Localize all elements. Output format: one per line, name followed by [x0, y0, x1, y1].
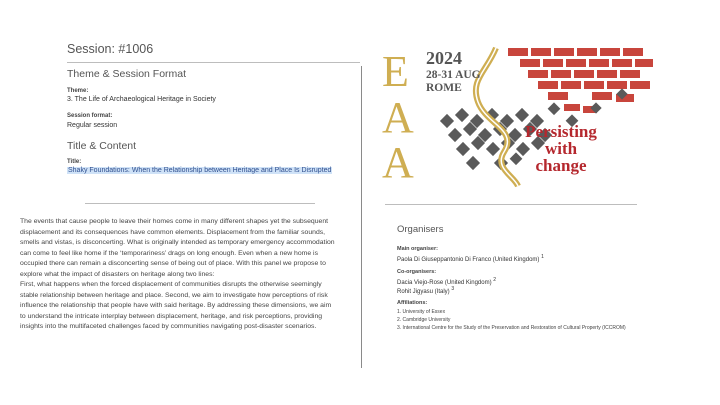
abstract-line: displacement and its consequences have common elements. Displacement from the familiar sounds,	[20, 228, 326, 236]
affiliation-ref: 1	[541, 254, 544, 260]
abstract-line: can come to feel like home if the ‘temporariness’ drags on long enough. Even when a new home is	[20, 249, 319, 257]
affiliations-label: Affiliations:	[397, 300, 428, 306]
affiliation-ref: 2	[493, 277, 497, 283]
affiliation-item: 1. University of Essex	[397, 309, 446, 315]
theme-label: Theme:	[67, 88, 89, 94]
abstract-line: The events that cause people to leave their homes come in many different shapes yet the subsequent	[20, 218, 329, 225]
abstract-line: to understand the intricate interplay between displacement, heritage, and risk perceptions, providing	[20, 312, 323, 320]
abstract-line: stable relationship between heritage and place. Second, we aim to investigate how perceptions of risk	[20, 291, 328, 299]
theme-value: 3. The Life of Archaeological Heritage in Society	[67, 96, 216, 103]
logo-tagline-line: Persisting	[525, 122, 597, 141]
logo-dates: 28-31 AUG	[426, 69, 481, 81]
abstract-line: occupied there can remain a disconcerting sense of being out of place. With this panel we propose to	[20, 260, 326, 267]
brick-wall	[508, 48, 653, 113]
co-organiser	[397, 277, 496, 286]
divider	[67, 62, 360, 63]
divider	[85, 203, 315, 204]
session-number: Session: #1006	[67, 42, 154, 56]
main-organiser-name: Paola Di Giuseppantonio Di Franco (United Kingdom)	[397, 257, 540, 263]
co-organiser-name: Dacia Viejo-Rose (United Kingdom)	[397, 280, 492, 286]
logo-letter-a: A	[382, 138, 414, 187]
affiliation-item: 2. Cambridge University	[397, 317, 451, 323]
format-value: Regular session	[67, 122, 118, 129]
abstract-paragraph	[20, 217, 338, 333]
title-value	[67, 167, 332, 174]
affiliation-ref: 3	[451, 286, 455, 292]
abstract-line: influence the relationship that people have with said heritage. By addressing these dimensions, we aim	[20, 302, 332, 309]
main-organiser	[397, 254, 544, 263]
abstract-line: First, what happens when the forced displacement of communities disrupts the otherwise seemingly	[20, 281, 322, 288]
divider	[385, 204, 637, 205]
co-organiser	[397, 286, 454, 295]
affiliation-item: 3. International Centre for the Study of the Preservation and Restoration of Cultural Property (ICCROM)	[397, 325, 626, 331]
title-highlight: Shaky Foundations: When the Relationship between Heritage and Place Is Disrupted	[68, 167, 332, 174]
theme-section-heading: Theme & Session Format	[67, 68, 187, 80]
logo-city: ROME	[426, 82, 462, 94]
abstract-line: insights into the multifaceted challenges faced by communities navigating post-disaster scenarios.	[20, 323, 317, 330]
abstract-line: smells and vistas, is disconcerting. What is originally intended as temporary emergency accommodation	[20, 239, 335, 246]
co-organisers-label: Co-organisers:	[397, 269, 437, 275]
co-organiser-name: Rohit Jigyasu (Italy)	[397, 289, 450, 295]
logo-letter-a: A	[382, 93, 414, 142]
logo-tagline-line: with	[544, 139, 578, 158]
logo-letter-e: E	[382, 47, 409, 96]
format-label: Session format:	[67, 113, 113, 119]
title-label: Title:	[67, 159, 82, 165]
main-organiser-label: Main organiser:	[397, 246, 438, 252]
title-section-heading: Title & Content	[67, 140, 137, 152]
eaa-logo	[378, 44, 658, 189]
organisers-heading: Organisers	[397, 224, 444, 235]
abstract-line: explore what the impact of disasters on heritage along two lines:	[20, 270, 215, 278]
vertical-divider	[361, 66, 362, 368]
logo-tagline-line: change	[535, 156, 587, 175]
logo-year: 2024	[426, 48, 462, 68]
